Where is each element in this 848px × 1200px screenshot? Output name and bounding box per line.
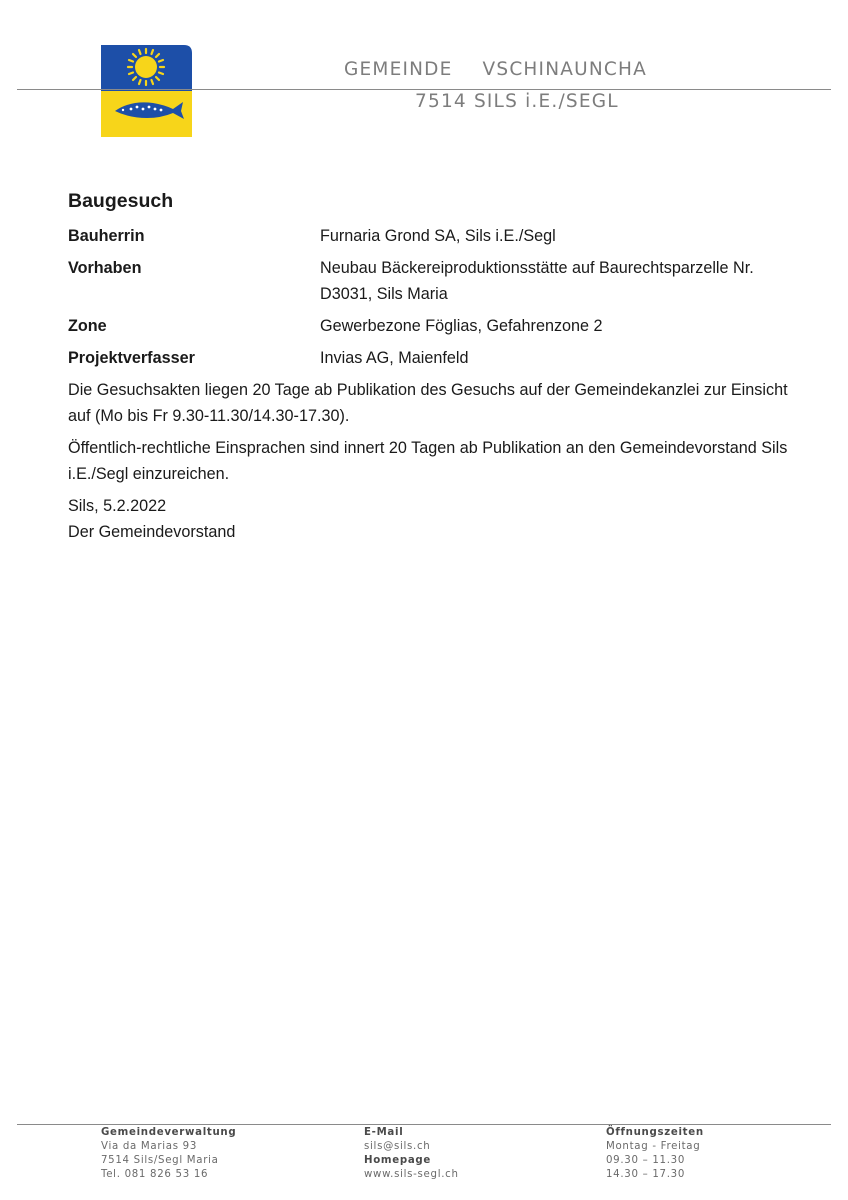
footer-homepage-link[interactable]: www.sils-segl.ch xyxy=(364,1169,459,1180)
field-label: Bauherrin xyxy=(68,227,145,245)
field-label: Vorhaben xyxy=(68,259,142,277)
field-row-zone xyxy=(68,313,798,339)
field-row-bauherrin xyxy=(68,223,798,249)
municipality-name-romansh: VSCHINAUNCHA xyxy=(482,59,647,80)
footer-phone: Tel. 081 826 53 16 xyxy=(101,1169,209,1180)
footer-admin-heading: Gemeindeverwaltung xyxy=(101,1127,237,1138)
footer-contact xyxy=(364,1126,459,1182)
municipality-address: 7514 SILS i.E./SEGL xyxy=(415,91,619,112)
field-row-projektverfasser xyxy=(68,345,798,371)
header-divider xyxy=(17,89,831,90)
footer-hours-afternoon: 14.30 – 17.30 xyxy=(606,1169,685,1180)
footer-hours xyxy=(606,1126,704,1182)
footer-email-heading: E-Mail xyxy=(364,1127,404,1138)
footer-homepage-heading: Homepage xyxy=(364,1155,432,1166)
footer-city: 7514 Sils/Segl Maria xyxy=(101,1155,219,1166)
inspection-paragraph: Die Gesuchsakten liegen 20 Tage ab Publikation des Gesuchs auf der Gemeindekanzlei zur Einsicht auf (Mo bis Fr 9.30-11.30/14.30-17.30). xyxy=(68,381,788,425)
signature: Der Gemeindevorstand xyxy=(68,523,236,541)
field-row-vorhaben xyxy=(68,255,798,307)
field-value: Invias AG, Maienfeld xyxy=(320,349,469,367)
footer-admin xyxy=(101,1126,236,1182)
footer-email-link[interactable]: sils@sils.ch xyxy=(364,1141,431,1152)
footer-hours-days: Montag - Freitag xyxy=(606,1141,701,1152)
coat-of-arms-icon xyxy=(101,45,192,137)
footer-divider xyxy=(17,1124,831,1125)
footer-hours-morning: 09.30 – 11.30 xyxy=(606,1155,685,1166)
document-body xyxy=(68,188,798,545)
footer-street: Via da Marias 93 xyxy=(101,1141,198,1152)
field-value: Furnaria Grond SA, Sils i.E./Segl xyxy=(320,227,556,245)
document-title: Baugesuch xyxy=(68,190,174,212)
municipality-name-german: GEMEINDE xyxy=(344,59,453,80)
field-value: Neubau Bäckereiproduktionsstätte auf Baurechtsparzelle Nr. D3031, Sils Maria xyxy=(320,259,754,303)
field-value: Gewerbezone Föglias, Gefahrenzone 2 xyxy=(320,317,603,335)
footer-hours-heading: Öffnungszeiten xyxy=(606,1127,704,1138)
field-label: Projektverfasser xyxy=(68,349,195,367)
field-label: Zone xyxy=(68,317,107,335)
place-date: Sils, 5.2.2022 xyxy=(68,497,167,515)
objection-paragraph: Öffentlich-rechtliche Einsprachen sind innert 20 Tagen ab Publikation an den Gemeindevorstand Sils i.E./Segl einzureichen. xyxy=(68,439,788,483)
